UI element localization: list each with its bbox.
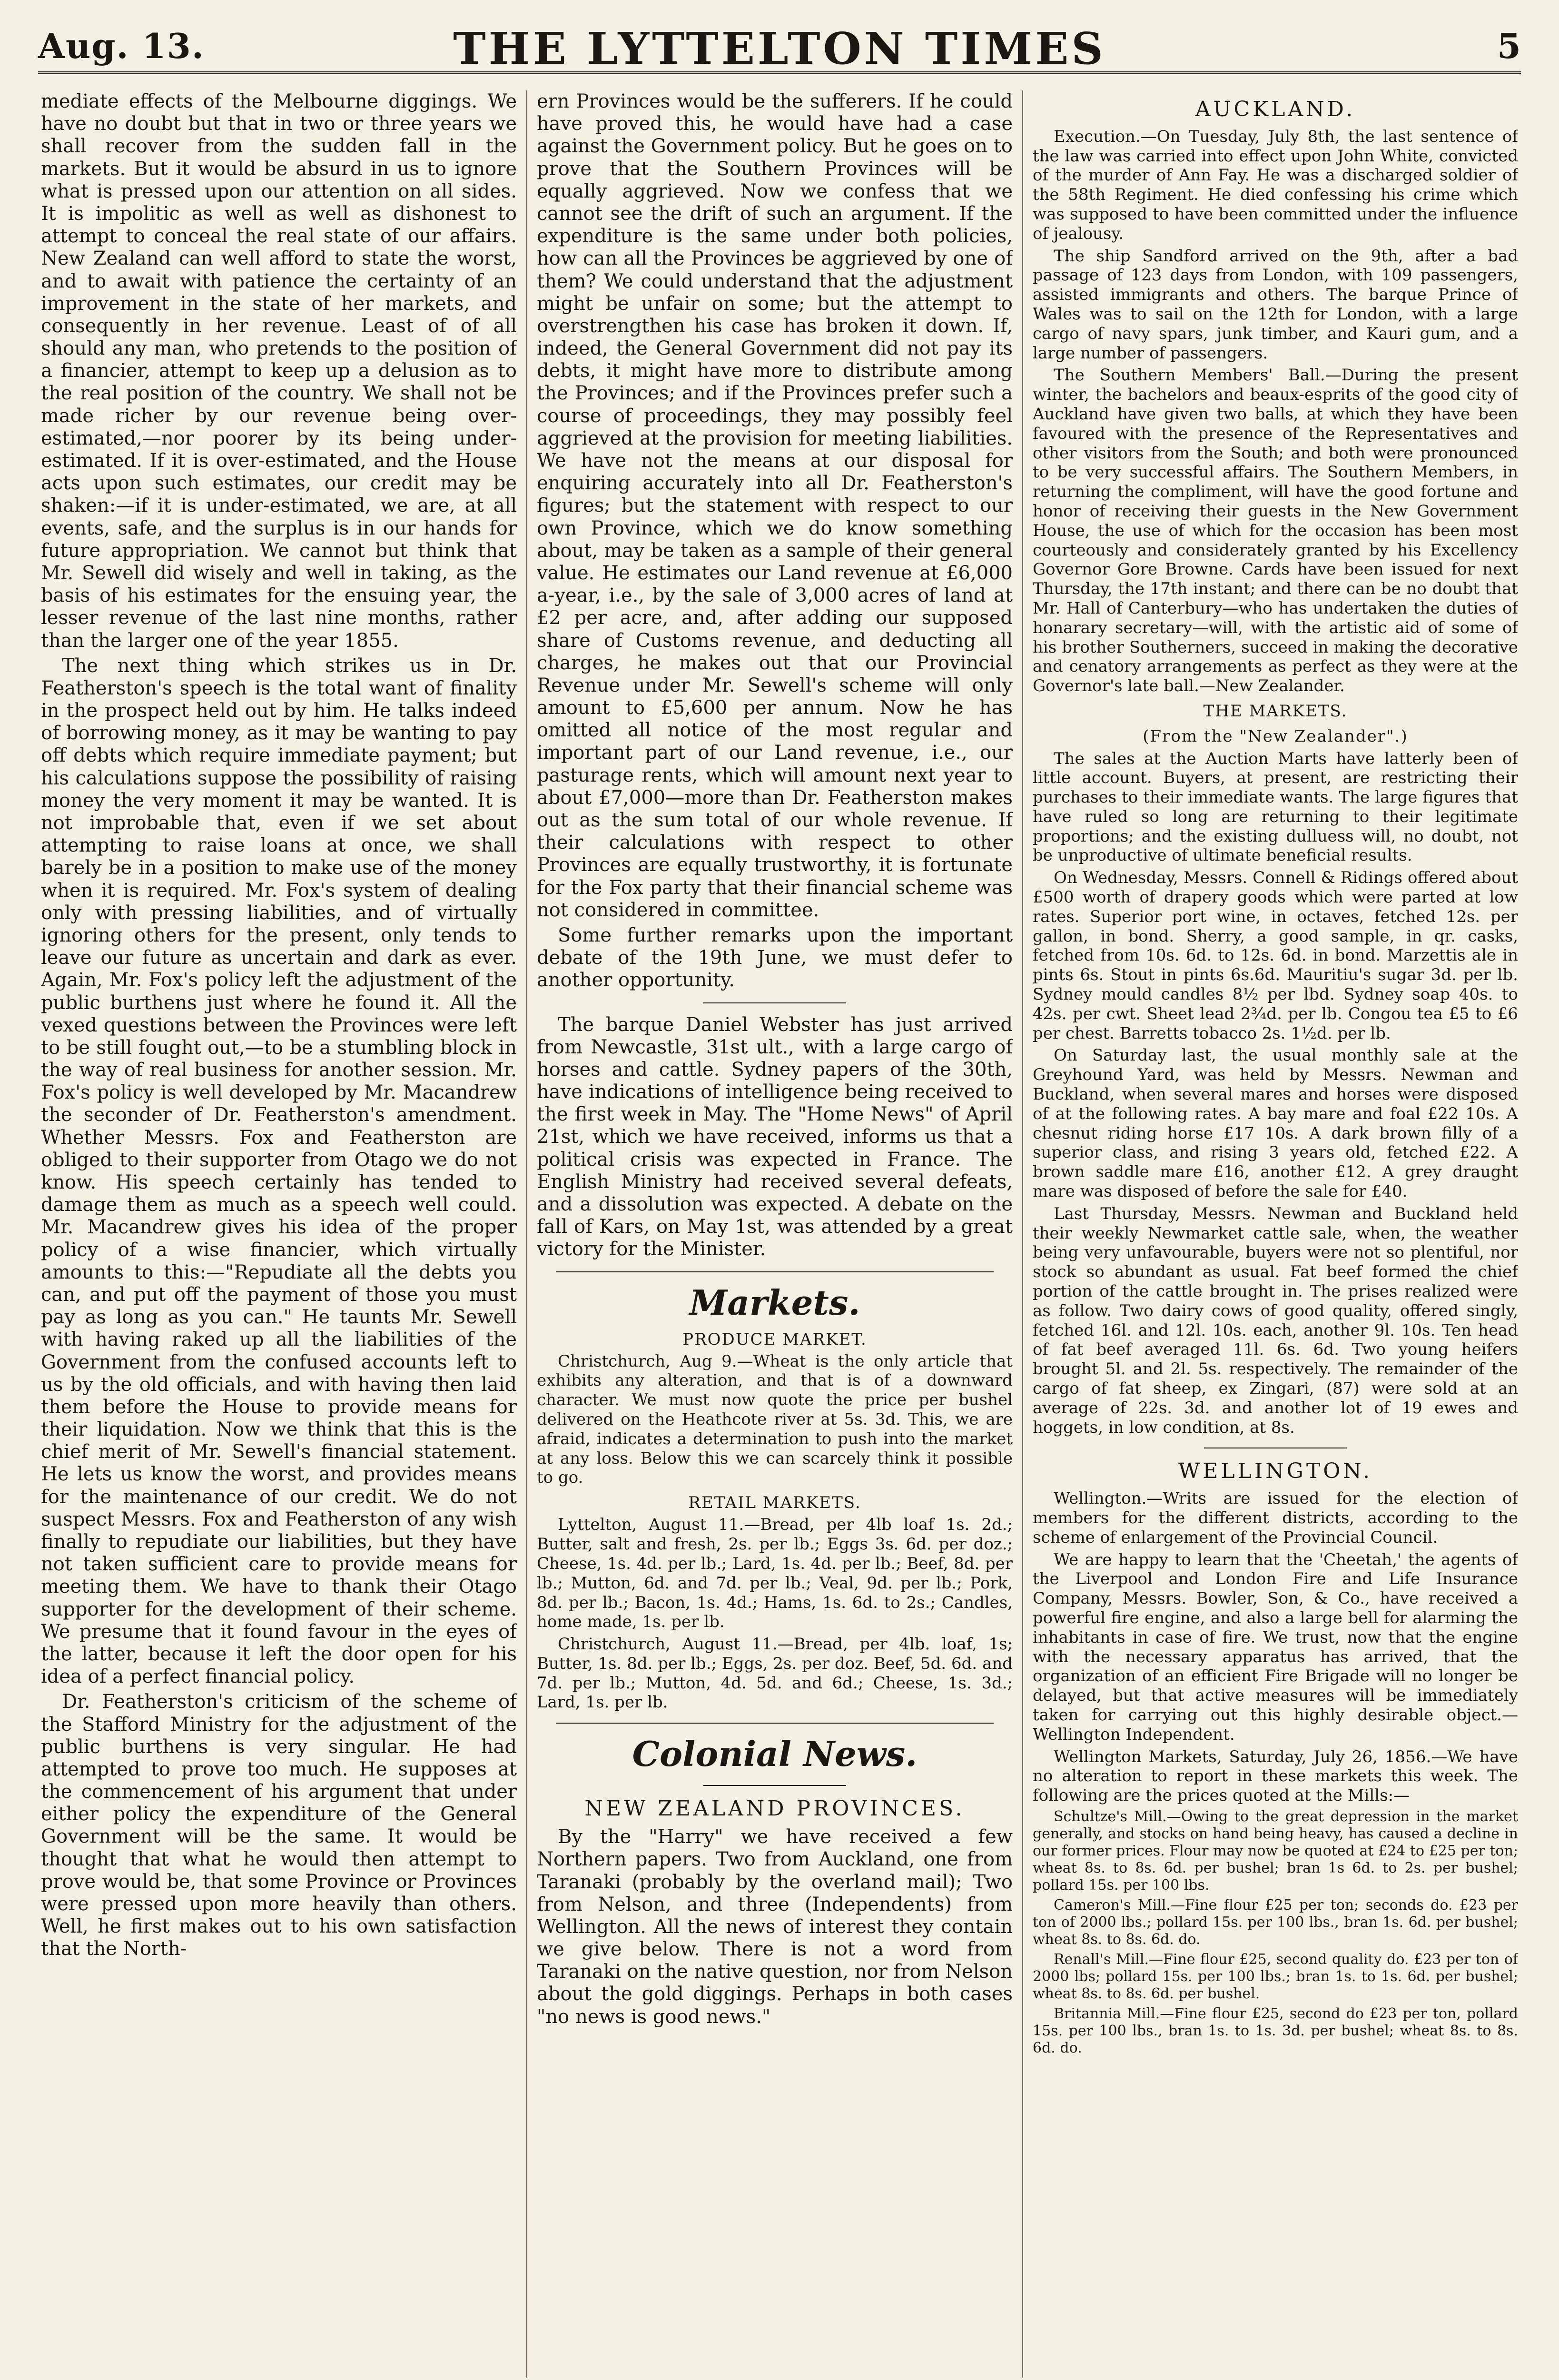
paragraph: Wellington Markets, Saturday, July 26, 1856.—We have no alteration to report in these markets this week. The following are the prices quoted at the Mills:— [1033, 1747, 1518, 1805]
paragraph: The barque Daniel Webster has just arrived from Newcastle, 31st ult., with a large cargo of horses and cattle. Sydney papers of the 30th, have indications of intelligence being received to the first week in May. The "Home News" of April 21st, which we have received, informs us that a political crisis was expected in France. The English Ministry had received several defeats, and a dissolution was expected. A debate on the fall of Kars, on May 1st, was attended by a great victory for the Minister. [537, 1013, 1013, 1260]
section-divider [556, 1723, 994, 1724]
column-divider [526, 90, 527, 2378]
column-3 [1033, 90, 1518, 2380]
paragraph: Wellington.—Writs are issued for the election of members for the different districts, according to the scheme of enlargement of the Provincial Council. [1033, 1489, 1518, 1547]
newspaper-title: THE LYTTELTON TIMES [453, 23, 1106, 74]
retail-christchurch: Christchurch, August 11.—Bread, per 4lb. loaf, 1s; Butter, 1s. 8d. per lb.; Eggs, 2s. per doz. Beef, 5d. 6d. and 7d. per lb.; Mutton, 4d. 5d. and 6d.; Cheese, 1s. 3d.; Lard, 1s. per lb. [537, 1635, 1013, 1712]
page-number: 5 [1497, 26, 1521, 66]
column-2 [537, 90, 1013, 2380]
paragraph: Last Thursday, Messrs. Newman and Buckland held their weekly Newmarket cattle sale, when, the weather being very unfavourable, buyers were not so plentiful, nor stock so abundant as usual. Fat beef formed the chief portion of the cattle brought in. The prises realized were as follow. Two dairy cows of good quality, offered singly, fetched 16l. and 12l. 10s. each, another 9l. 10s. Ten head of fat beef averaged 11l. 6s. 6d. Two young heifers brought 5l. and 2l. 5s. respectively. The remainder of the cargo of fat sheep, ex Zingari, (87) were sold at an average of 22s. 3d. and another lot of 19 ewes and hoggets, in low condition, at 8s. [1033, 1204, 1518, 1437]
paragraph: The next thing which strikes us in Dr. Featherston's speech is the total want of finality in the prospect held out by him. He talks indeed of borrowing money, as it may be wanting to pay off debts which require immediate payment; but his calculations suppose the possibility of raising money the very moment it may be wanted. It is not improbable that, even if we set about attempting to raise loans at once, we shall barely be in a position to make use of the money when it is required. Mr. Fox's system of dealing only with pressing liabilities, and of virtually ignoring others for the present, only tends to leave our future as uncertain and dark as ever. Again, Mr. Fox's policy left the adjustment of the public burthens just where he found it. All the vexed questions between the Provinces were left to be still fought out,—to be a stumbling block in the way of real business for another session. Mr. Fox's policy is well developed by Mr. Macandrew the seconder of Dr. Featherston's amendment. Whether Messrs. Fox and Featherston are obliged to their supporter from Otago we do not know. His speech certainly has tended to damage them as much as a speech well could. Mr. Macandrew gives his idea of the proper policy of a wise financier, which virtually amounts to this:—"Repudiate all the debts you can, and put off the payment of those you must pay as long as you can." He taunts Mr. Sewell with having raked up all the liabilities of the Government from the confused accounts left to us by the old officials, and with having then laid them before the House to provide means for their liquidation. Now we think that this is the chief merit of Mr. Sewell's financial statement. He lets us know the worst, and provides means for the maintenance of our credit. We do not suspect Messrs. Fox and Featherston of any wish finally to repudiate our liabilities, but they have not taken sufficient care to provide means for meeting them. We have to thank their Otago supporter for the development of their scheme. We presume that it found favour in the eyes of the latter, because it left the door open for his idea of a perfect financial policy. [41, 654, 517, 1688]
paragraph: Some further remarks upon the important debate of the 19th June, we must defer to another opportunity. [537, 924, 1013, 992]
section-divider [556, 1271, 994, 1272]
section-divider [703, 1785, 846, 1786]
mill-price: Schultze's Mill.—Owing to the great depression in the market generally, and stocks on hand being heavy, has caused a decline in our former prices. Flour may now be quoted at £24 to £25 per ton; wheat 8s. to 8s. 6d. per bushel; bran 1s 6d. to 2s. per bushel; pollard 15s. per 100 lbs. [1033, 1808, 1518, 1894]
section-divider [703, 1002, 846, 1003]
source-line: (From the "New Zealander".) [1143, 726, 1408, 746]
auckland-heading: AUCKLAND. [1195, 97, 1356, 121]
colonial-news-heading: Colonial News. [632, 1734, 918, 1775]
mill-price: Renall's Mill.—Fine flour £25, second quality do. £23 per ton of 2000 lbs; pollard 15s. per 100 lbs.; bran 1s. to 1s. 6d. per bushel; wheat 8s. to 8s. 6d. per bushel. [1033, 1951, 1518, 2002]
the-markets-heading: THE MARKETS. [1203, 701, 1348, 721]
mill-price: Cameron's Mill.—Fine flour £25 per ton; seconds do. £23 per ton of 2000 lbs.; pollard 15s. per 100 lbs., bran 1s. 6d. per bushel; wheat 8s. to 8s. 6d. do. [1033, 1896, 1518, 1948]
paragraph: The Southern Members' Ball.—During the present winter, the bachelors and beaux-esprits of the good city of Auckland have given two balls, at which they have been favoured with the presence of the Representatives and other visitors from the South; and both were pronounced to be very successful affairs. The Southern Members, in returning the compliment, will have the good fortune and honor of receiving their guests in the New Government House, the use of which for the occasion has been most courteously and considerately granted by his Excellency Governor Gore Browne. Cards have been issued for next Thursday, the 17th instant; and there can be no doubt that Mr. Hall of Canterbury—who has undertaken the duties of honarary secretary—will, with the artistic aid of some of his brother Southerners, succeed in making the decorative and cenatory arrangements as perfect as they were at the Governor's late ball.—New Zealander. [1033, 366, 1518, 696]
issue-date: Aug. 13. [38, 26, 205, 66]
produce-market-text: Christchurch, Aug 9.—Wheat is the only article that exhibits any alteration, and that is of a downward character. We must now quote the price per bushel delivered on the Heathcote river at 5s. 3d. This, we are afraid, indicates a determination to push into the market at any loss. Below this we can scarcely think it possible to go. [537, 1351, 1013, 1488]
paragraph: On Wednesday, Messrs. Connell & Ridings offered about £500 worth of drapery goods which were parted at low rates. Superior port wine, in octaves, fetched 12s. per gallon, in bond. Sherry, a good sample, in qr. casks, fetched from 10s. 6d. to 12s. 6d. in bond. Marzettis ale in pints 6s. Stout in pints 6s.6d. Mauritiu's sugar 3d. per lb. Sydney mould candles 8½ per lbd. Sydney soap 40s. to 42s. per cwt. Sheet lead 2¾d. per lb. Congou tea £5 to £6 per chest. Barretts tobacco 2s. 1½d. per lb. [1033, 868, 1518, 1043]
paragraph: mediate effects of the Melbourne diggings. We have no doubt but that in two or three years we shall recover from the sudden fall in the markets. But it would be absurd in us to ignore what is pressed upon our attention on all sides. It is impolitic as well as well as dishonest to attempt to conceal the real state of our affairs. New Zealand can well afford to state the worst, and to await with patience the certainty of an improvement in the state of her markets, and consequently in her revenue. Least of of all should any man, who pretends to the position of a financier, attempt to keep up a delusion as to the real position of the country. We shall not be made richer by our revenue being over-estimated,—nor poorer by its being under-estimated. If it is over-estimated, and the House acts upon such estimates, our credit may be shaken:—if it is under-estimated, we are, at all events, safe, and the surplus is in our hands for future appropriation. We cannot but think that Mr. Sewell did wisely and well in taking, as the basis of his estimates for the ensuing year, the lesser revenue of the last nine months, rather than the larger one of the year 1855. [41, 90, 517, 652]
paragraph: On Saturday last, the usual monthly sale at the Greyhound Yard, was held by Messrs. Newman and Buckland, when several mares and horses were disposed of at the following rates. A bay mare and foal £22 10s. A chesnut riding horse £17 10s. A dark brown filly of a superior class, and rising 3 years old, fetched £22. A brown saddle mare £16, another £12. A grey draught mare was disposed of before the sale for £40. [1033, 1046, 1518, 1201]
produce-market-heading: PRODUCE MARKET. [682, 1329, 867, 1349]
paragraph: ern Provinces would be the sufferers. If he could have proved this, he would have had a case against the Government policy. But he goes on to prove that the Southern Provinces will be equally aggrieved. Now we confess that we cannot see the drift of such an argument. If the expenditure is the same under both policies, how can all the Provinces be aggrieved by one of them? We could understand that the adjustment might be unfair on some; but the attempt to overstrengthen his case has broken it down. If, indeed, the General Government did not pay its debts, it might have more to distribute among the Provinces; and if the Provinces prefer such a course of proceedings, they may possibly feel aggrieved at the provision for meeting liabilities. We have not the means at our disposal for enquiring accurately into all Dr. Featherston's figures; but the statement with respect to our own Province, which we do know something about, may be taken as a sample of their general value. He estimates our Land revenue at £6,000 a-year, i.e., by the sale of 3,000 acres of land at £2 per acre, and, after adding our supposed share of Customs revenue, and deducting all charges, he makes out that our Provincial Revenue under Mr. Sewell's scheme will only amount to £5,600 per annum. Now he has omitted all notice of the most regular and important part of our Land revenue, i.e., our pasturage rents, which will amount next year to about £7,000—more than Dr. Featherston makes out as the sum total of our whole revenue. If their calculations with respect to other Provinces are equally trustworthy, it is fortunate for the Fox party that their financial scheme was not considered in committee. [537, 90, 1013, 921]
column-1 [41, 90, 517, 2380]
paragraph: We are happy to learn that the 'Cheetah,' the agents of the Liverpool and London Fire and Life Insurance Company, Messrs. Bowler, Son, & Co., have received a powerful fire engine, and also a large bell for alarming the inhabitants in case of fire. We trust, now that the engine with the necessary apparatus has arrived, that the organization of an efficient Fire Brigade will no longer be delayed, but that active measures will be immediately taken for carrying out this highly desirable object.—Wellington Independent. [1033, 1550, 1518, 1744]
paragraph: By the "Harry" we have received a few Northern papers. Two from Auckland, one from Taranaki (probably by the overland mail); Two from Nelson, and three (Independents) from Wellington. All the news of interest they contain we give below. There is not a word from Taranaki on the native question, nor from Nelson about the gold diggings. Perhaps in both cases "no news is good news." [537, 1826, 1013, 2028]
paragraph: The sales at the Auction Marts have latterly been of little account. Buyers, at present, are restricting their purchases to their immediate wants. The large figures that have ruled so long are returning to their legitimate proportions; and the existing dulluess will, no doubt, not be unproductive of ultimate beneficial results. [1033, 749, 1518, 865]
paragraph: The ship Sandford arrived on the 9th, after a bad passage of 123 days from London, with 109 passengers, assisted immigrants and others. The barque Prince of Wales was to sail on the 12th for London, with a large cargo of navy spars, junk timber, and Kauri gum, and a large number of passengers. [1033, 246, 1518, 363]
wellington-heading: WELLINGTON. [1178, 1459, 1372, 1484]
nz-provinces-heading: NEW ZEALAND PROVINCES. [584, 1796, 965, 1821]
column-divider [1022, 90, 1023, 2378]
paragraph: Execution.—On Tuesday, July 8th, the last sentence of the law was carried into effect upon John White, convicted of the murder of Ann Fay. He was a discharged soldier of the 58th Regiment. He died confessing his crime which was supposed to have been committed under the influence of jealousy. [1033, 127, 1518, 243]
markets-heading: Markets. [689, 1282, 860, 1323]
paragraph: Dr. Featherston's criticism of the scheme of the Stafford Ministry for the adjustment of the public burthens is very singular. He had attempted to prove too much. He supposes at the commencement of his argument that under either policy the expenditure of the General Government will be the same. It would be thought that what he would then attempt to prove would be, that some Province or Provinces were pressed upon more heavily than others. Well, he first makes out to his own satisfaction that the North- [41, 1691, 517, 1960]
mill-price: Britannia Mill.—Fine flour £25, second do £23 per ton, pollard 15s. per 100 lbs., bran 1s. to 1s. 3d. per bushel; wheat 8s. to 8s. 6d. do. [1033, 2005, 1518, 2056]
retail-lyttelton: Lyttelton, August 11.—Bread, per 4lb loaf 1s. 2d.; Butter, salt and fresh, 2s. per lb.; Eggs 3s. 6d. per doz.; Cheese, 1s. 4d. per lb.; Lard, 1s. 4d. per lb.; Beef, 8d. per lb.; Mutton, 6d. and 7d. per lb.; Veal, 9d. per lb.; Pork, 8d. per lb.; Bacon, 1s. 4d.; Hams, 1s. 6d. to 2s.; Candles, home made, 1s. per lb. [537, 1515, 1013, 1632]
masthead [38, 19, 1521, 74]
retail-markets-heading: RETAIL MARKETS. [688, 1493, 861, 1513]
